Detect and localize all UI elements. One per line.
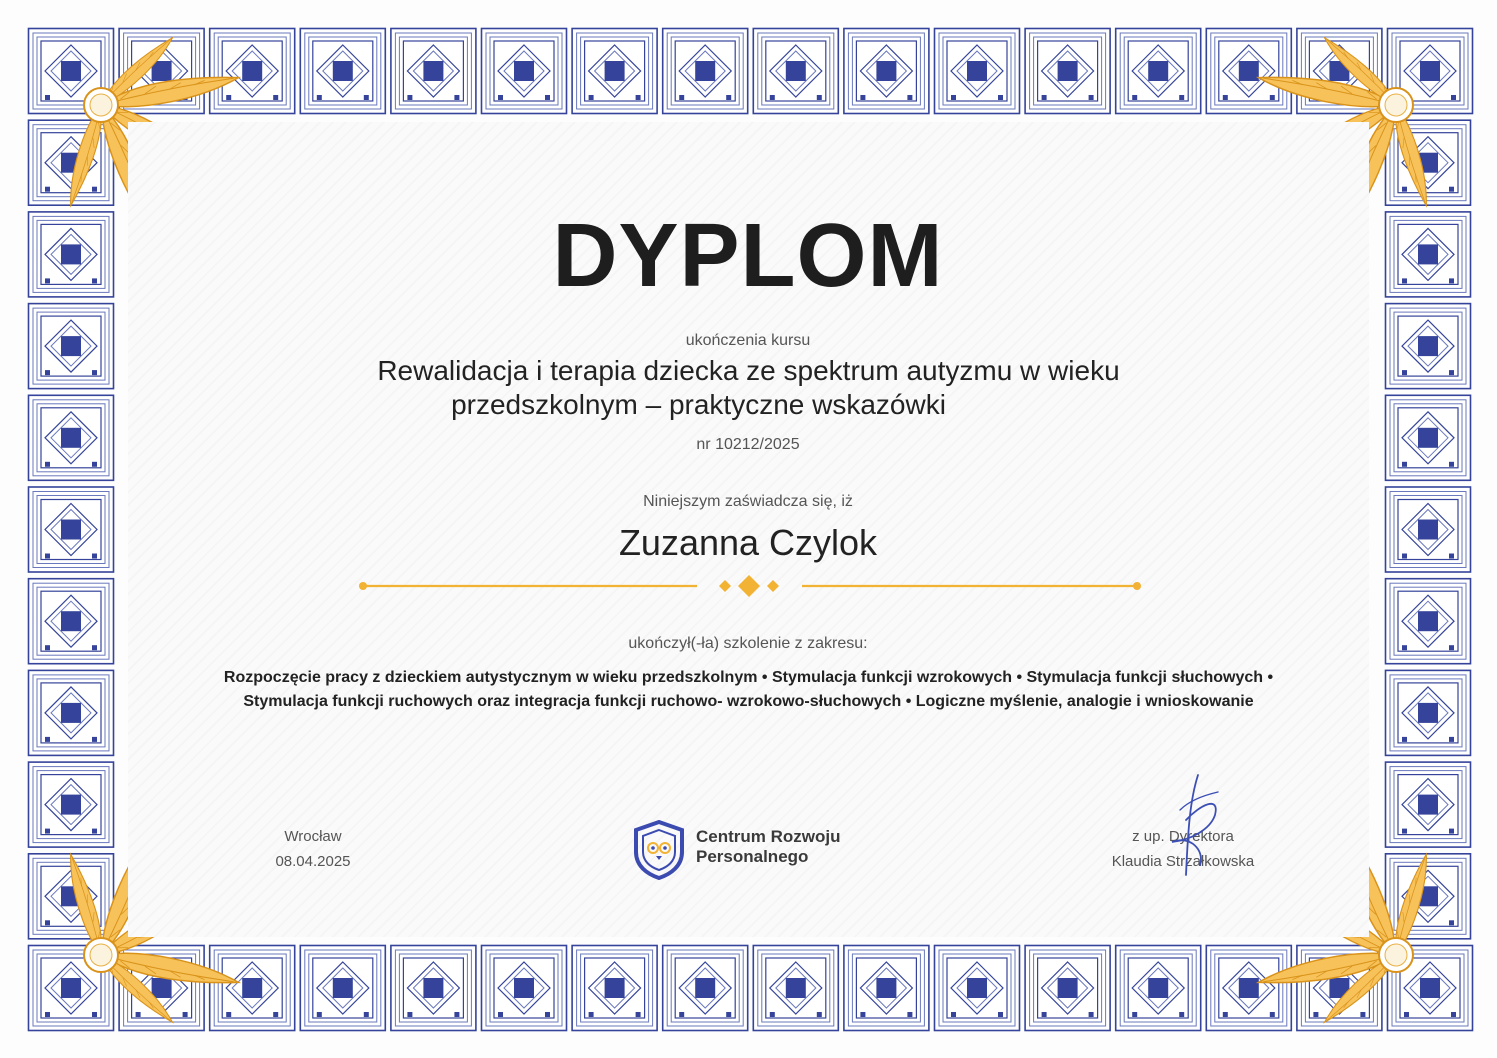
border-tile — [753, 29, 838, 114]
border-tile — [663, 29, 748, 114]
border-tile — [29, 487, 114, 572]
border-tile — [210, 29, 295, 114]
owl-shield-logo-icon — [632, 820, 686, 880]
course-intro: ukończenia kursu — [685, 332, 811, 349]
handwritten-signature — [1160, 770, 1230, 880]
border-tile — [1386, 762, 1471, 847]
border-tile — [1025, 29, 1110, 114]
course-title — [300, 354, 1197, 422]
border-tile — [1386, 212, 1471, 297]
organization-logo — [632, 820, 882, 880]
organization-name — [696, 827, 841, 867]
border-tile — [29, 304, 114, 389]
border-tile — [482, 29, 567, 114]
border-tile — [1116, 946, 1201, 1031]
certifies-text: Niniejszym zaświadcza się, iż — [643, 493, 853, 510]
border-tile — [844, 946, 929, 1031]
issue-date: 08.04.2025 — [275, 853, 351, 870]
topics-line: Rozpoczęcie pracy z dzieckiem autystycznym w wieku przedszkolnym • Stymulacja funkcji wzrokowych • Stymulacja funkcji słuchowych • — [223, 669, 1274, 686]
border-tile — [1025, 946, 1110, 1031]
signatory-name: Klaudia Strzałkowska — [1111, 853, 1255, 870]
signatory-role: z up. Dyrektora — [1132, 828, 1234, 845]
organization-name-line: Personalnego — [696, 847, 809, 866]
border-tile — [1386, 670, 1471, 755]
topics-list — [160, 666, 1337, 714]
border-tile — [29, 762, 114, 847]
certificate-number: nr 10212/2025 — [696, 436, 800, 453]
completed-text: ukończył(-ła) szkolenie z zakresu: — [628, 635, 868, 652]
border-tile — [663, 946, 748, 1031]
course-title-line: Rewalidacja i terapia dziecka ze spektrum autyzmu w wieku — [377, 355, 1120, 386]
border-tile — [391, 946, 476, 1031]
border-tile — [1116, 29, 1201, 114]
organization-name-line: Centrum Rozwoju — [696, 827, 841, 846]
border-tile — [1386, 487, 1471, 572]
border-tile — [572, 29, 657, 114]
border-tile — [1386, 579, 1471, 664]
recipient-name: Zuzanna Czylok — [618, 522, 878, 563]
border-tile — [29, 670, 114, 755]
border-tile — [935, 946, 1020, 1031]
border-tile — [1206, 946, 1291, 1031]
border-tile — [391, 29, 476, 114]
gold-diamond-divider-icon — [352, 574, 1148, 598]
border-tile — [572, 946, 657, 1031]
border-tile — [29, 395, 114, 480]
border-tile — [300, 29, 385, 114]
border-tile — [300, 946, 385, 1031]
border-tile — [1386, 304, 1471, 389]
border-tile — [29, 212, 114, 297]
border-tile — [935, 29, 1020, 114]
border-tile — [1206, 29, 1291, 114]
border-tile — [29, 579, 114, 664]
border-tile — [210, 946, 295, 1031]
border-tile — [482, 946, 567, 1031]
topics-line: Stymulacja funkcji ruchowych oraz integracja funkcji ruchowo- wzrokowo-słuchowych • Logiczne myślenie, analogie i wnioskowanie — [243, 693, 1254, 710]
border-tile — [753, 946, 838, 1031]
border-tile — [844, 29, 929, 114]
border-tile — [1386, 395, 1471, 480]
course-title-line: przedszkolnym – praktyczne wskazówki — [451, 389, 946, 420]
diploma-title: DYPLOM — [552, 206, 944, 306]
place: Wrocław — [284, 828, 342, 845]
